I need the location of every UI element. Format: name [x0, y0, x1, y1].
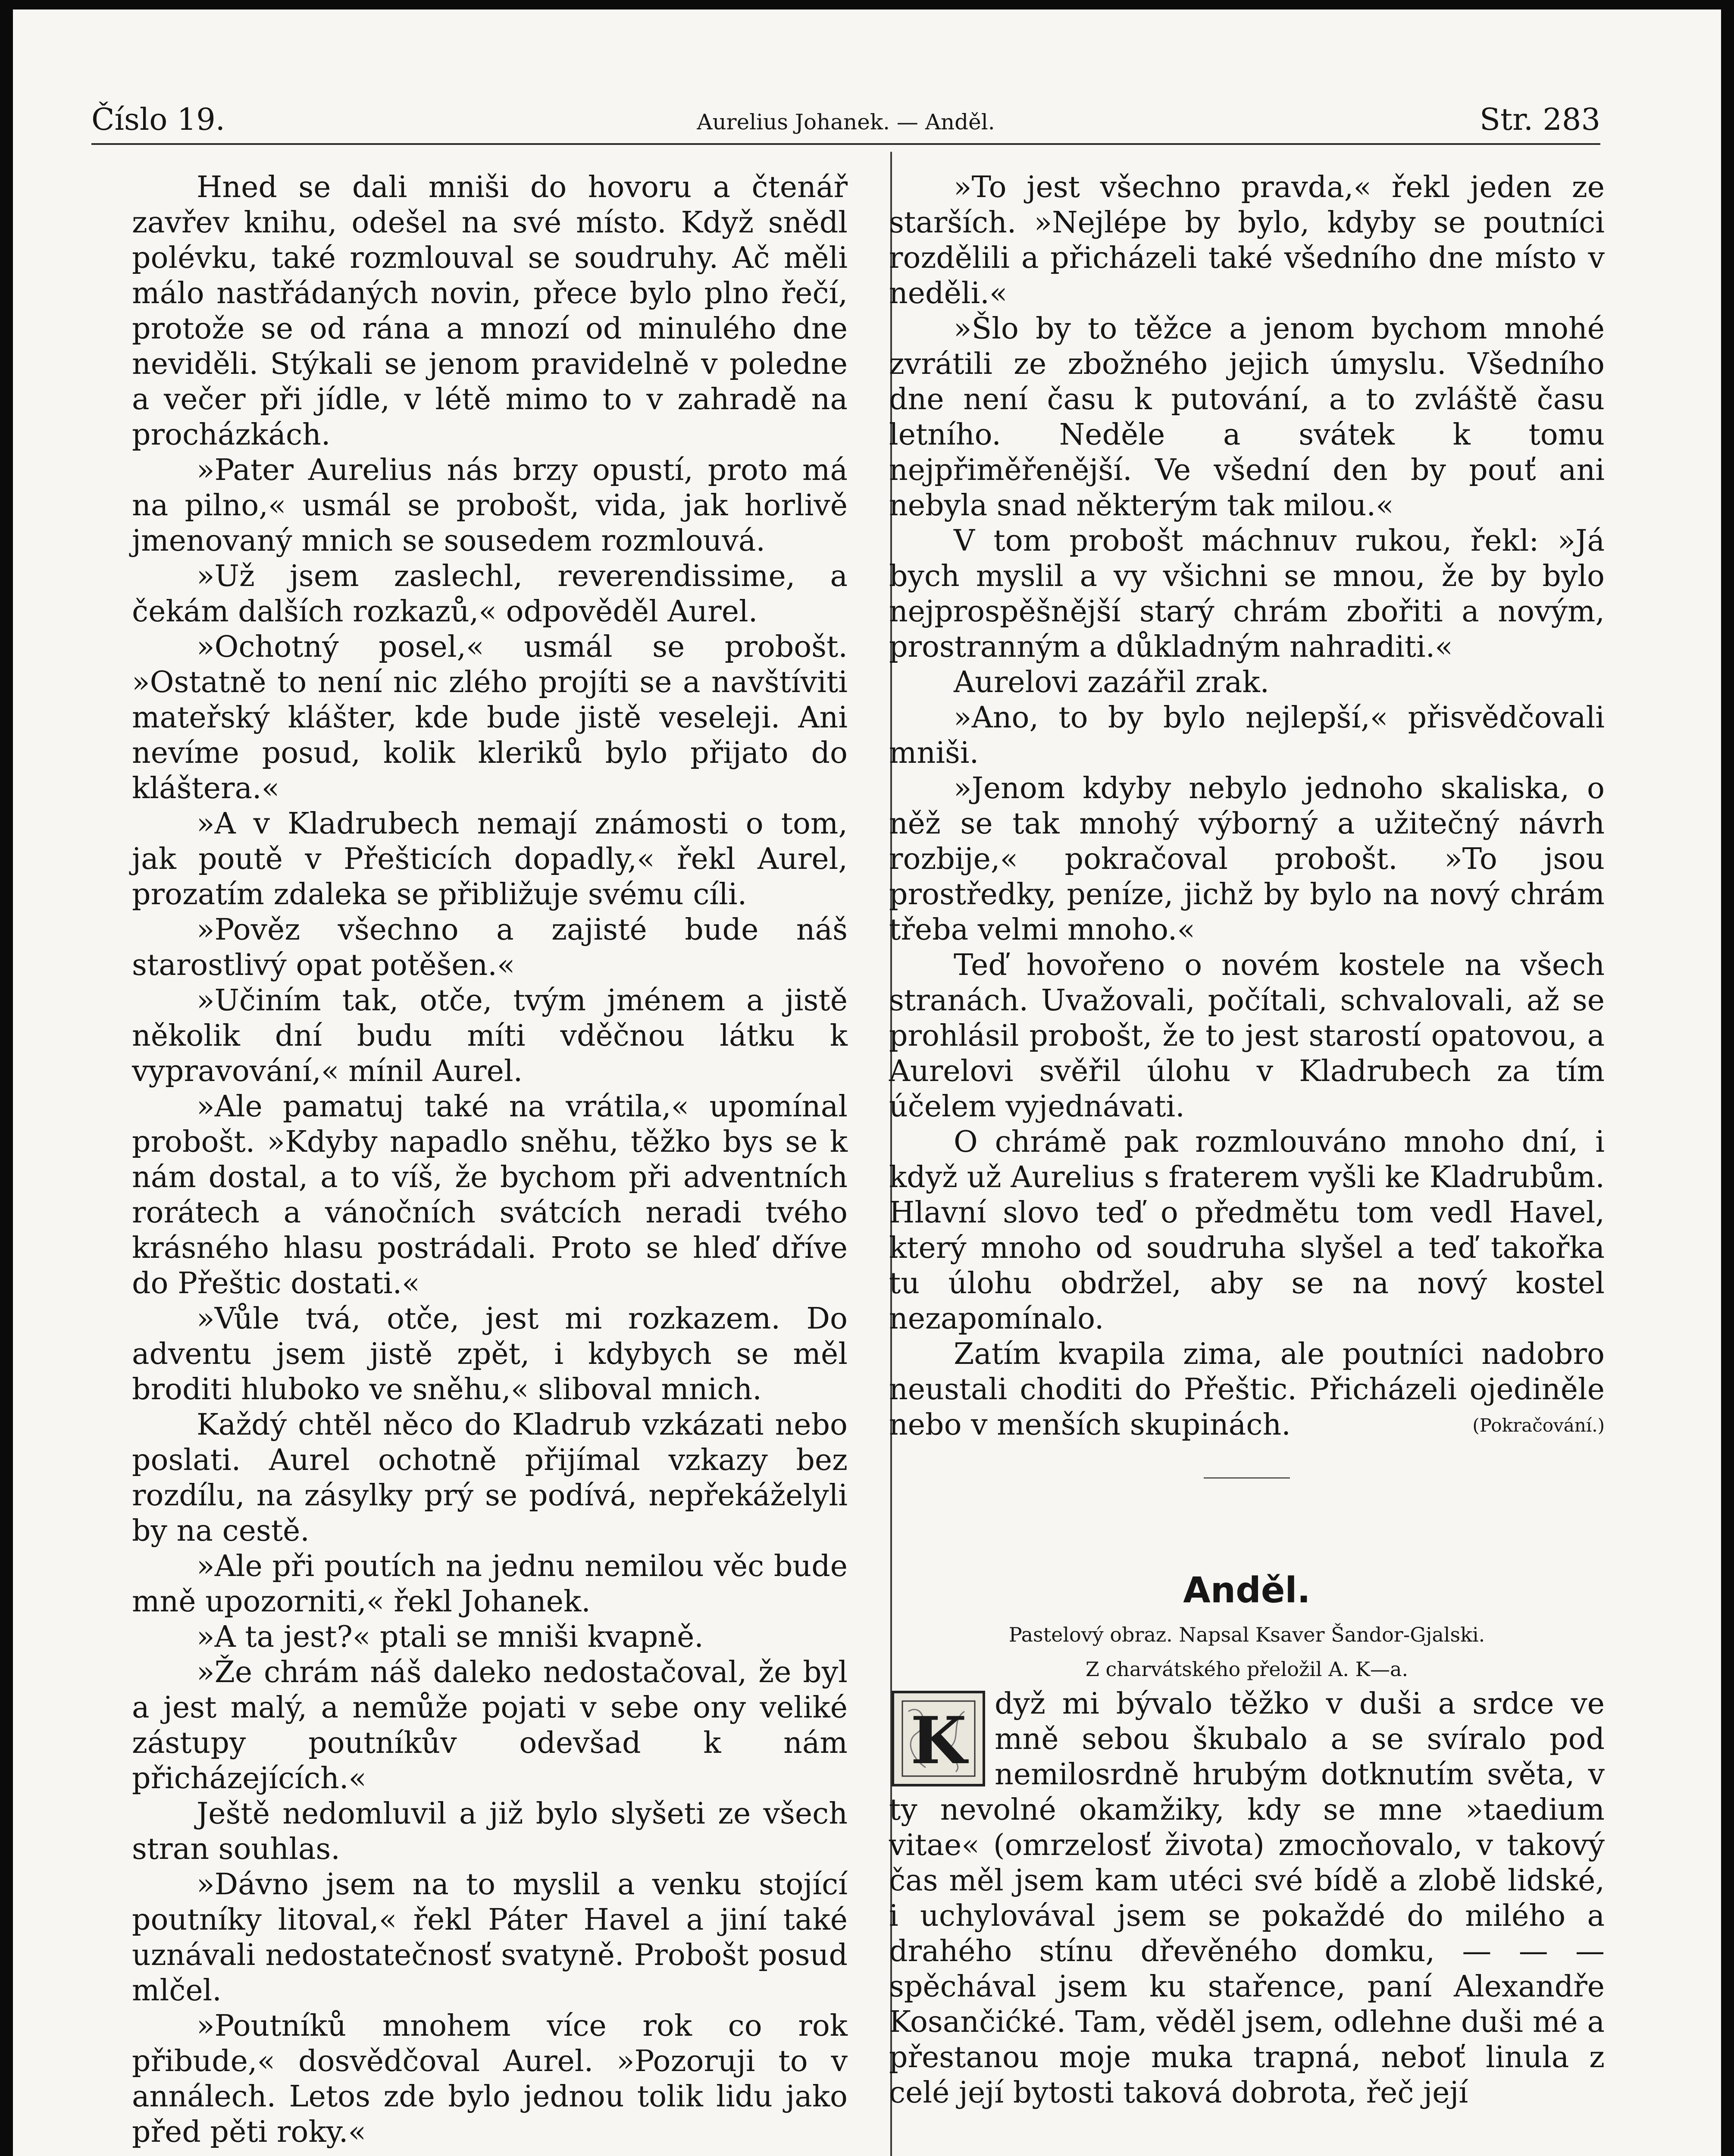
- paragraph: V tom probošt máchnuv rukou, řekl: »Já bych myslil a vy všichni se mnou, že by bylo nejprospěšnější starý chrám zbořiti a novým, prostranným a důkladným nahraditi.«: [889, 524, 1605, 664]
- page-number: Str. 283: [1480, 102, 1600, 137]
- article-byline: Pastelový obraz. Napsal Ksaver Šandor-Gjalski.: [1008, 1623, 1485, 1646]
- opening-text: dyž mi bývalo těžko v duši a srdce ve mně sebou škubalo a se svíralo pod nemilosrdně hrubým dotknutím světa, v ty nevolné okamžiky, kdy se mne »taedium vitae« (omrzelosť života) zmocňovalo, v takový čas měl jsem kam utéci své bídě a zlobě lidské, i uchylovával jsem se pokaždé do milého a drahého stínu dřevěného domku, — — — spěchával jsem ku stařence, paní Alexandře Kosančićké. Tam, věděl jsem, odlehne duši mé a přestanou moje muka trapná, neboť linula z celé její bytosti taková dobrota, řeč její: [889, 1687, 1605, 2110]
- article-title: Anděl.: [1183, 1570, 1311, 1611]
- section-rule: [1204, 1477, 1290, 1479]
- running-title: Aurelius Johanek. — Anděl.: [697, 110, 995, 135]
- drop-cap-letter: K: [910, 1703, 967, 1779]
- right-column: [889, 170, 1605, 2111]
- article-translator: Z charvátského přeložil A. K—a.: [1085, 1658, 1408, 1681]
- paragraph: »To jest všechno pravda,« řekl jeden ze starších. »Nejlépe by bylo, kdyby se poutníci rozdělili a přicházeli také všedního dne místo v neděli.«: [889, 170, 1605, 310]
- paragraph: »Že chrám náš daleko nedostačoval, že byl a jest malý, a nemůže pojati v sebe ony veliké zástupy poutníkův odevšad k nám přicházejících.«: [132, 1655, 848, 1796]
- paragraph: Hned se dali mniši do hovoru a čtenář zavřev knihu, odešel na své místo. Když snědl polévku, také rozmlouval se soudruhy. Ač měli málo nastřádaných novin, přece bylo plno řečí, protože se od rána a mnozí od minulého dne neviděli. Stýkali se jenom pravidelně v poledne a večer při jídle, v létě mimo to v zahradě na procházkách.: [132, 170, 848, 452]
- paragraph: »Šlo by to těžce a jenom bychom mnohé zvrátili ze zbožného jejich úmyslu. Všedního dne není času k putování, a to zvláště času letního. Neděle a svátek k tomu nejpřiměřenější. Ve všední den by pouť ani nebyla snad některým tak milou.«: [889, 312, 1605, 523]
- paragraph: Teď hovořeno o novém kostele na všech stranách. Uvažovali, počítali, schvalovali, až se prohlásil probošt, že to jest starostí opatovou, a Aurelovi svěřil úlohu v Kladrubech za tím účelem vyjednávati.: [889, 948, 1605, 1124]
- paragraph: »A v Kladrubech nemají známosti o tom, jak poutě v Přešticích dopadly,« řekl Aurel, prozatím zdaleka se přibližuje svému cíli.: [132, 807, 848, 912]
- paragraph: »Poutníků mnohem více rok co rok přibude,« dosvědčoval Aurel. »Pozoruji to v annálech. Letos zde bylo jednou tolik lidu jako před pěti roky.«: [132, 2009, 848, 2149]
- paragraph: »Jenom kdyby nebylo jednoho skaliska, o něž se tak mnohý výborný a užitečný návrh rozbije,« pokračoval probošt. »To jsou prostředky, peníze, jichž by bylo na nový chrám třeba velmi mnoho.«: [889, 771, 1605, 947]
- paragraph: Každý chtěl něco do Kladrub vzkázati nebo poslati. Aurel ochotně přijímal vzkazy bez rozdílu, na zásylky prý se podívá, nepřekáželyli by na cestě.: [132, 1408, 848, 1548]
- paragraph: »Ale při poutích na jednu nemilou věc bude mně upozorniti,« řekl Johanek.: [132, 1549, 848, 1619]
- drop-cap-initial: [892, 1691, 985, 1786]
- paragraph: »Dávno jsem na to myslil a venku stojící poutníky litoval,« řekl Páter Havel a jiní také uznávali nedostatečnosť svatyně. Probošt posud mlčel.: [132, 1868, 848, 2008]
- paragraph: O chrámě pak rozmlouváno mnoho dní, i když už Aurelius s fraterem vyšli ke Kladrubům. Hlavní slovo teď o předmětu tom vedl Havel, který mnoho od soudruha slyšel a teď takořka tu úlohu obdržel, aby se na nový kostel nezapomínalo.: [889, 1125, 1605, 1336]
- paragraph: »Ale pamatuj také na vrátila,« upomínal probošt. »Kdyby napadlo sněhu, těžko bys se k nám dostal, a to víš, že bychom při adventních rorátech a vánočních svátcích neradi tvého krásného hlasu postrádali. Proto se hleď dříve do Přeštic dostati.«: [132, 1090, 848, 1300]
- page-header: [91, 91, 1600, 145]
- issue-number: Číslo 19.: [91, 102, 225, 137]
- paragraph: »Už jsem zaslechl, reverendissime, a čekám dalších rozkazů,« odpověděl Aurel.: [132, 559, 848, 629]
- paragraph: Zatím kvapila zima, ale poutníci nadobro neustali choditi do Přeštic. Přicházeli ojediněle nebo v menších skupinách.: [889, 1337, 1605, 1442]
- paragraph: Ještě nedomluvil a již bylo slyšeti ze všech stran souhlas.: [132, 1797, 848, 1866]
- continuation-note: (Pokračování.): [1472, 1415, 1605, 1436]
- paragraph: »Vůle tvá, otče, jest mi rozkazem. Do adventu jsem jistě zpět, i kdybych se měl broditi hluboko ve sněhu,« sliboval mnich.: [132, 1302, 848, 1407]
- paragraph: »Ano, to by bylo nejlepší,« přisvědčovali mniši.: [889, 701, 1605, 770]
- left-column: [132, 170, 848, 2150]
- paragraph: »Pater Aurelius nás brzy opustí, proto má na pilno,« usmál se probošt, vida, jak horlivě jmenovaný mnich se sousedem rozmlouvá.: [132, 453, 848, 558]
- page: [13, 9, 1721, 2156]
- paragraph: »A ta jest?« ptali se mniši kvapně.: [197, 1620, 704, 1654]
- paragraph: »Učiním tak, otče, tvým jménem a jistě několik dní budu míti vděčnou látku k vypravování,« mínil Aurel.: [132, 984, 848, 1088]
- paragraph: »Pověz všechno a zajisté bude náš starostlivý opat potěšen.«: [132, 913, 848, 982]
- paragraph: Aurelovi zazářil zrak.: [954, 665, 1270, 699]
- paragraph: »Ochotný posel,« usmál se probošt. »Ostatně to není nic zlého projíti se a navštíviti mateřský klášter, kde bude jistě veseleji. Ani nevíme posud, kolik kleriků bylo přijato do kláštera.«: [132, 630, 848, 805]
- opening-paragraph: [889, 1686, 1605, 2111]
- ornament-icon: [900, 1698, 977, 1779]
